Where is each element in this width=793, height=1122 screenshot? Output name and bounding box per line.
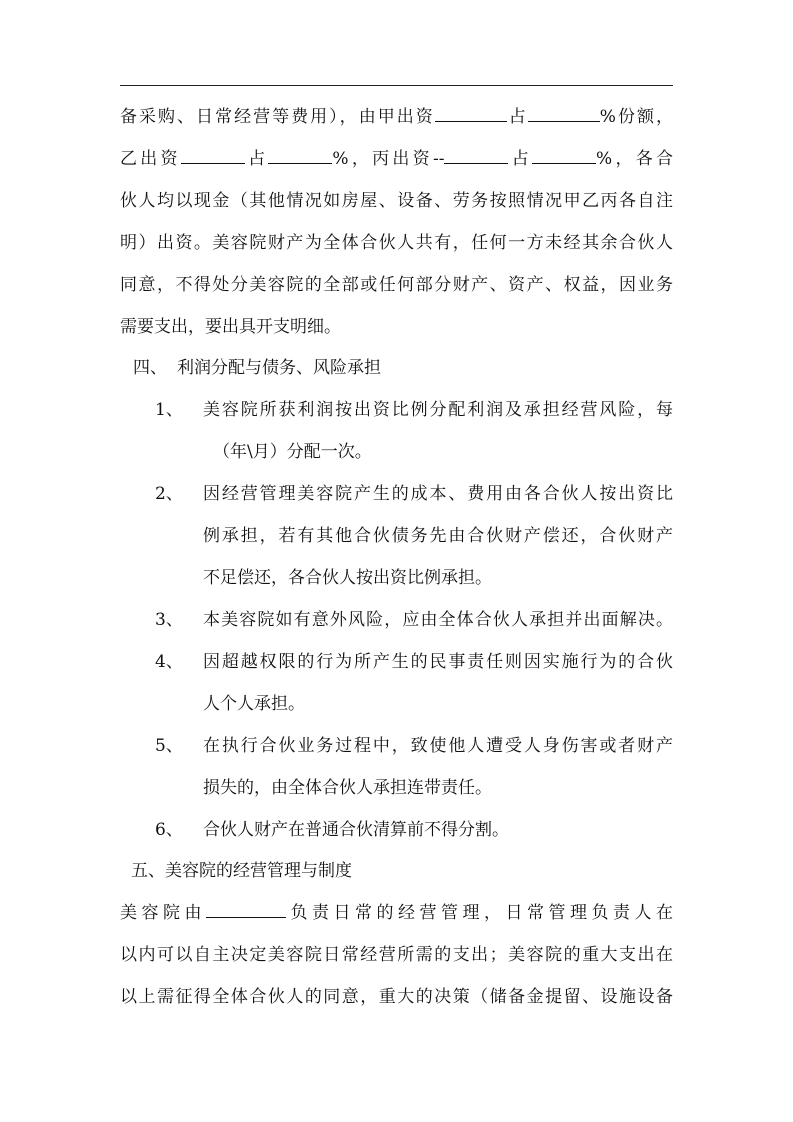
item-number: 2、: [155, 484, 183, 504]
item-text: 本美容院如有意外风险，应由全体合伙人承担并出面解决。: [203, 610, 673, 630]
text: 占: [244, 149, 269, 169]
section-4-number: 四、: [133, 358, 167, 378]
blank-share-b[interactable]: [268, 148, 332, 164]
text: 备采购、日常经营等费用），由甲出资: [120, 107, 435, 127]
text: %，丙出资--: [332, 149, 445, 169]
management-line-1: [120, 901, 673, 925]
item-text: 美容院所获利润按出资比例分配利润及承担经营风险，每: [203, 400, 673, 420]
item-text: 例承担，若有其他合伙债务先由合伙财产偿还，合伙财产: [203, 526, 673, 546]
contribution-line-1: [120, 105, 673, 129]
blank-amount-c[interactable]: [444, 148, 508, 164]
text: %份额，: [599, 107, 673, 127]
text: 占: [508, 149, 533, 169]
item-number: 5、: [155, 736, 183, 756]
text: 美容院由: [120, 903, 206, 923]
paragraph-line: 明）出资。美容院财产为全体合伙人共有，任何一方未经其余合伙人: [120, 233, 673, 253]
item-text: 损失的，由全体合伙人承担连带责任。: [203, 778, 492, 798]
paragraph-line: 以上需征得全体合伙人的同意，重大的决策（储备金提留、设施设备: [120, 987, 673, 1007]
text: 负责日常的经营管理，日常管理负责人在: [286, 903, 673, 923]
item-text: 因经营管理美容院产生的成本、费用由各合伙人按出资比: [203, 484, 673, 504]
paragraph-line: 需要支出，要出具开支明细。: [120, 317, 341, 337]
contribution-line-2: [120, 147, 673, 171]
blank-amount-a[interactable]: [435, 106, 507, 122]
item-text: 人个人承担。: [203, 694, 305, 714]
item-number: 4、: [155, 652, 183, 672]
item-number: 3、: [155, 610, 183, 630]
blank-amount-b[interactable]: [181, 148, 245, 164]
paragraph-line: 伙人均以现金（其他情况如房屋、设备、劳务按照情况甲乙丙各自注: [120, 191, 673, 211]
item-number: 6、: [155, 820, 183, 840]
item-number: 1、: [155, 400, 183, 420]
item-text: 合伙人财产在普通合伙清算前不得分割。: [203, 820, 509, 840]
blank-manager[interactable]: [206, 902, 286, 918]
section-5-title: 五、美容院的经营管理与制度: [131, 861, 352, 881]
text: 占: [506, 107, 528, 127]
blank-share-a[interactable]: [528, 106, 600, 122]
header-rule: [120, 85, 673, 86]
item-text: 在执行合伙业务过程中，致使他人遭受人身伤害或者财产: [203, 736, 673, 756]
section-4-title: 利润分配与债务、风险承担: [177, 358, 381, 378]
text: %，各合: [596, 149, 674, 169]
item-text: 因超越权限的行为所产生的民事责任则因实施行为的合伙: [203, 652, 673, 672]
blank-share-c[interactable]: [532, 148, 596, 164]
item-text: 不足偿还，各合伙人按出资比例承担。: [203, 568, 492, 588]
paragraph-line: 以内可以自主决定美容院日常经营所需的支出；美容院的重大支出在: [120, 945, 673, 965]
item-text: （年\月）分配一次。: [213, 442, 372, 462]
paragraph-line: 同意，不得处分美容院的全部或任何部分财产、资产、权益，因业务: [120, 275, 673, 295]
text: 乙出资: [120, 149, 181, 169]
